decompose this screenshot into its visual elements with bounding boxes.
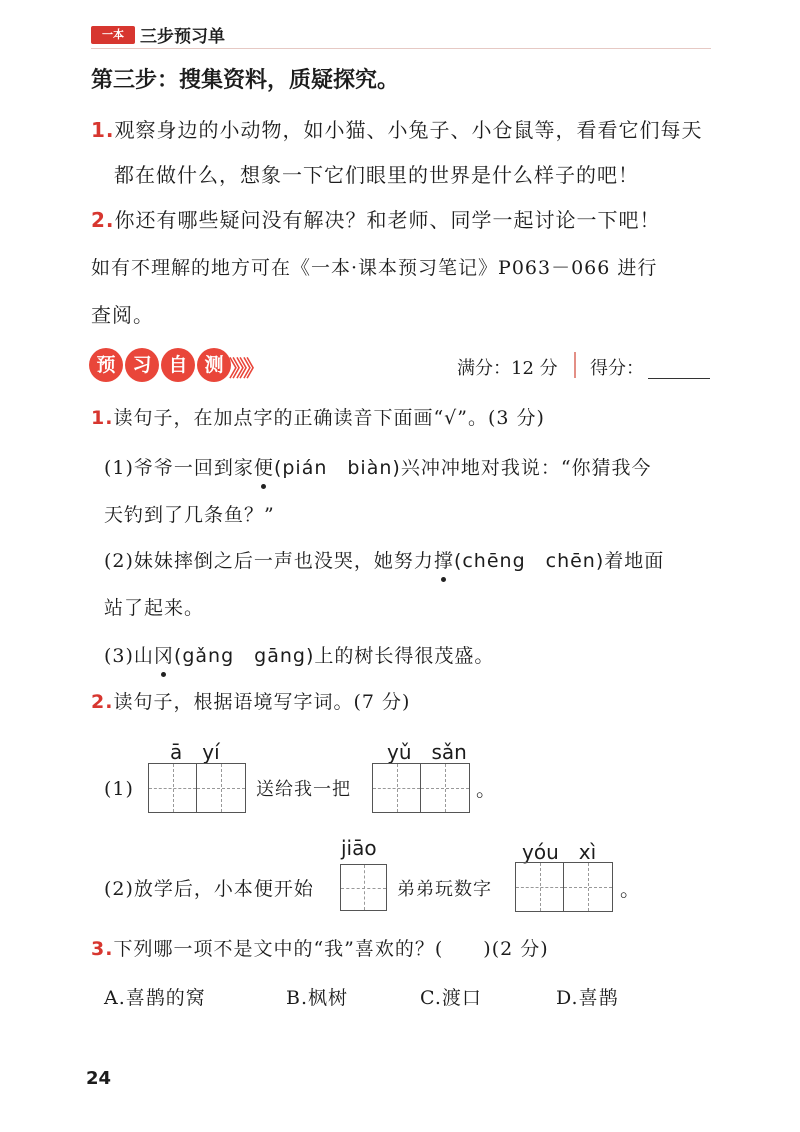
q2-part2-mid: 弟弟玩数字 [397,879,492,900]
option-d[interactable]: D.喜鹊 [556,987,619,1009]
writing-grid[interactable] [372,763,470,813]
badge-char: 自 [161,348,195,382]
writing-grid[interactable] [340,864,387,911]
sentence-text: 兴冲冲地对我说：“你猜我今 [400,457,652,479]
step3-item1-line1 [91,116,703,144]
grid-cell[interactable] [149,764,197,812]
badge-char: 习 [125,348,159,382]
question-text: 读句子，在加点字的正确读音下面画“√”。(3 分) [113,407,545,429]
grid-cell[interactable] [373,764,421,812]
q1-sentence1 [104,454,652,482]
step3-note-line2: 查阅。 [91,303,154,327]
option-a[interactable]: A.喜鹊的窝 [104,987,206,1009]
q1-sentence3 [104,642,494,670]
brand-logo: 一本 [91,26,135,44]
grid-cell[interactable] [197,764,245,812]
score-label: 得分： [590,358,644,379]
q2-part2-label: (2)放学后，小本便开始 [104,878,314,900]
dotted-char: 撑 [434,547,454,575]
chevron-right-icon: 》》》 [229,357,262,382]
self-test-badge [89,348,231,382]
sentence-text: (2)妹妹摔倒之后一声也没哭，她努力 [104,550,434,572]
q1-sentence2 [104,547,664,575]
pinyin-options[interactable]: (chēng chēn) [453,550,605,572]
score-divider [574,352,576,378]
item-number: 1. [91,118,115,142]
grid-cell[interactable] [341,865,386,910]
pinyin-label: ā yí [170,740,220,764]
sentence-text: (3)山 [104,645,154,667]
item-text: 你还有哪些疑问没有解决？和老师、同学一起讨论一下吧！ [114,208,661,232]
writing-grid[interactable] [148,763,246,813]
q1-sentence2-line2: 站了起来。 [104,597,205,619]
question-number: 2. [91,691,114,713]
pinyin-label: yóu xì [522,840,597,864]
pinyin-label: jiāo [341,836,377,860]
question-number: 1. [91,407,114,429]
pinyin-label: yǔ sǎn [387,740,467,764]
dotted-char: 便 [254,454,274,482]
dotted-char: 冈 [154,642,174,670]
option-b[interactable]: B.枫树 [286,987,349,1009]
sentence-text: 上的树长得很茂盛。 [314,645,495,667]
q1-sentence1-line2: 天钓到了几条鱼？” [104,504,275,526]
writing-grid[interactable] [515,862,613,912]
step3-title: 第三步：搜集资料，质疑探究。 [91,68,400,93]
grid-cell[interactable] [516,863,564,911]
badge-char: 预 [89,348,123,382]
grid-cell[interactable] [564,863,612,911]
q1-title [91,404,545,432]
header-title: 三步预习单 [140,27,225,47]
q2-title [91,688,410,716]
badge-char: 测 [197,348,231,382]
score-blank[interactable] [648,378,710,379]
item-text: 观察身边的小动物，如小猫、小兔子、小仓鼠等，看看它们每天 [114,118,703,142]
option-c[interactable]: C.渡口 [420,987,482,1009]
question-text: 下列哪一项不是文中的“我”喜欢的？( )(2 分) [113,938,549,960]
full-score: 满分：12 分 [457,358,558,379]
q2-part1-label: (1) [104,778,134,800]
step3-item1-line2: 都在做什么，想象一下它们眼里的世界是什么样子的吧！ [114,163,639,187]
item-number: 2. [91,208,115,232]
q2-part2-end: 。 [620,877,641,901]
step3-item2 [91,206,661,234]
page-number: 24 [86,1068,112,1089]
q2-part1-mid: 送给我一把 [256,779,351,800]
header-divider [91,48,711,49]
grid-cell[interactable] [421,764,469,812]
pinyin-options[interactable]: (pián biàn) [273,457,401,479]
question-text: 读句子，根据语境写字词。(7 分) [113,691,411,713]
pinyin-options[interactable]: (gǎng gāng) [173,645,315,667]
sentence-text: (1)爷爷一回到家 [104,457,254,479]
question-number: 3. [91,938,114,960]
q2-part1-end: 。 [476,777,497,801]
step3-note-line1: 如有不理解的地方可在《一本·课本预习笔记》P063－066 进行 [91,257,658,279]
q3-title [91,935,549,963]
sentence-text: 着地面 [604,550,665,572]
